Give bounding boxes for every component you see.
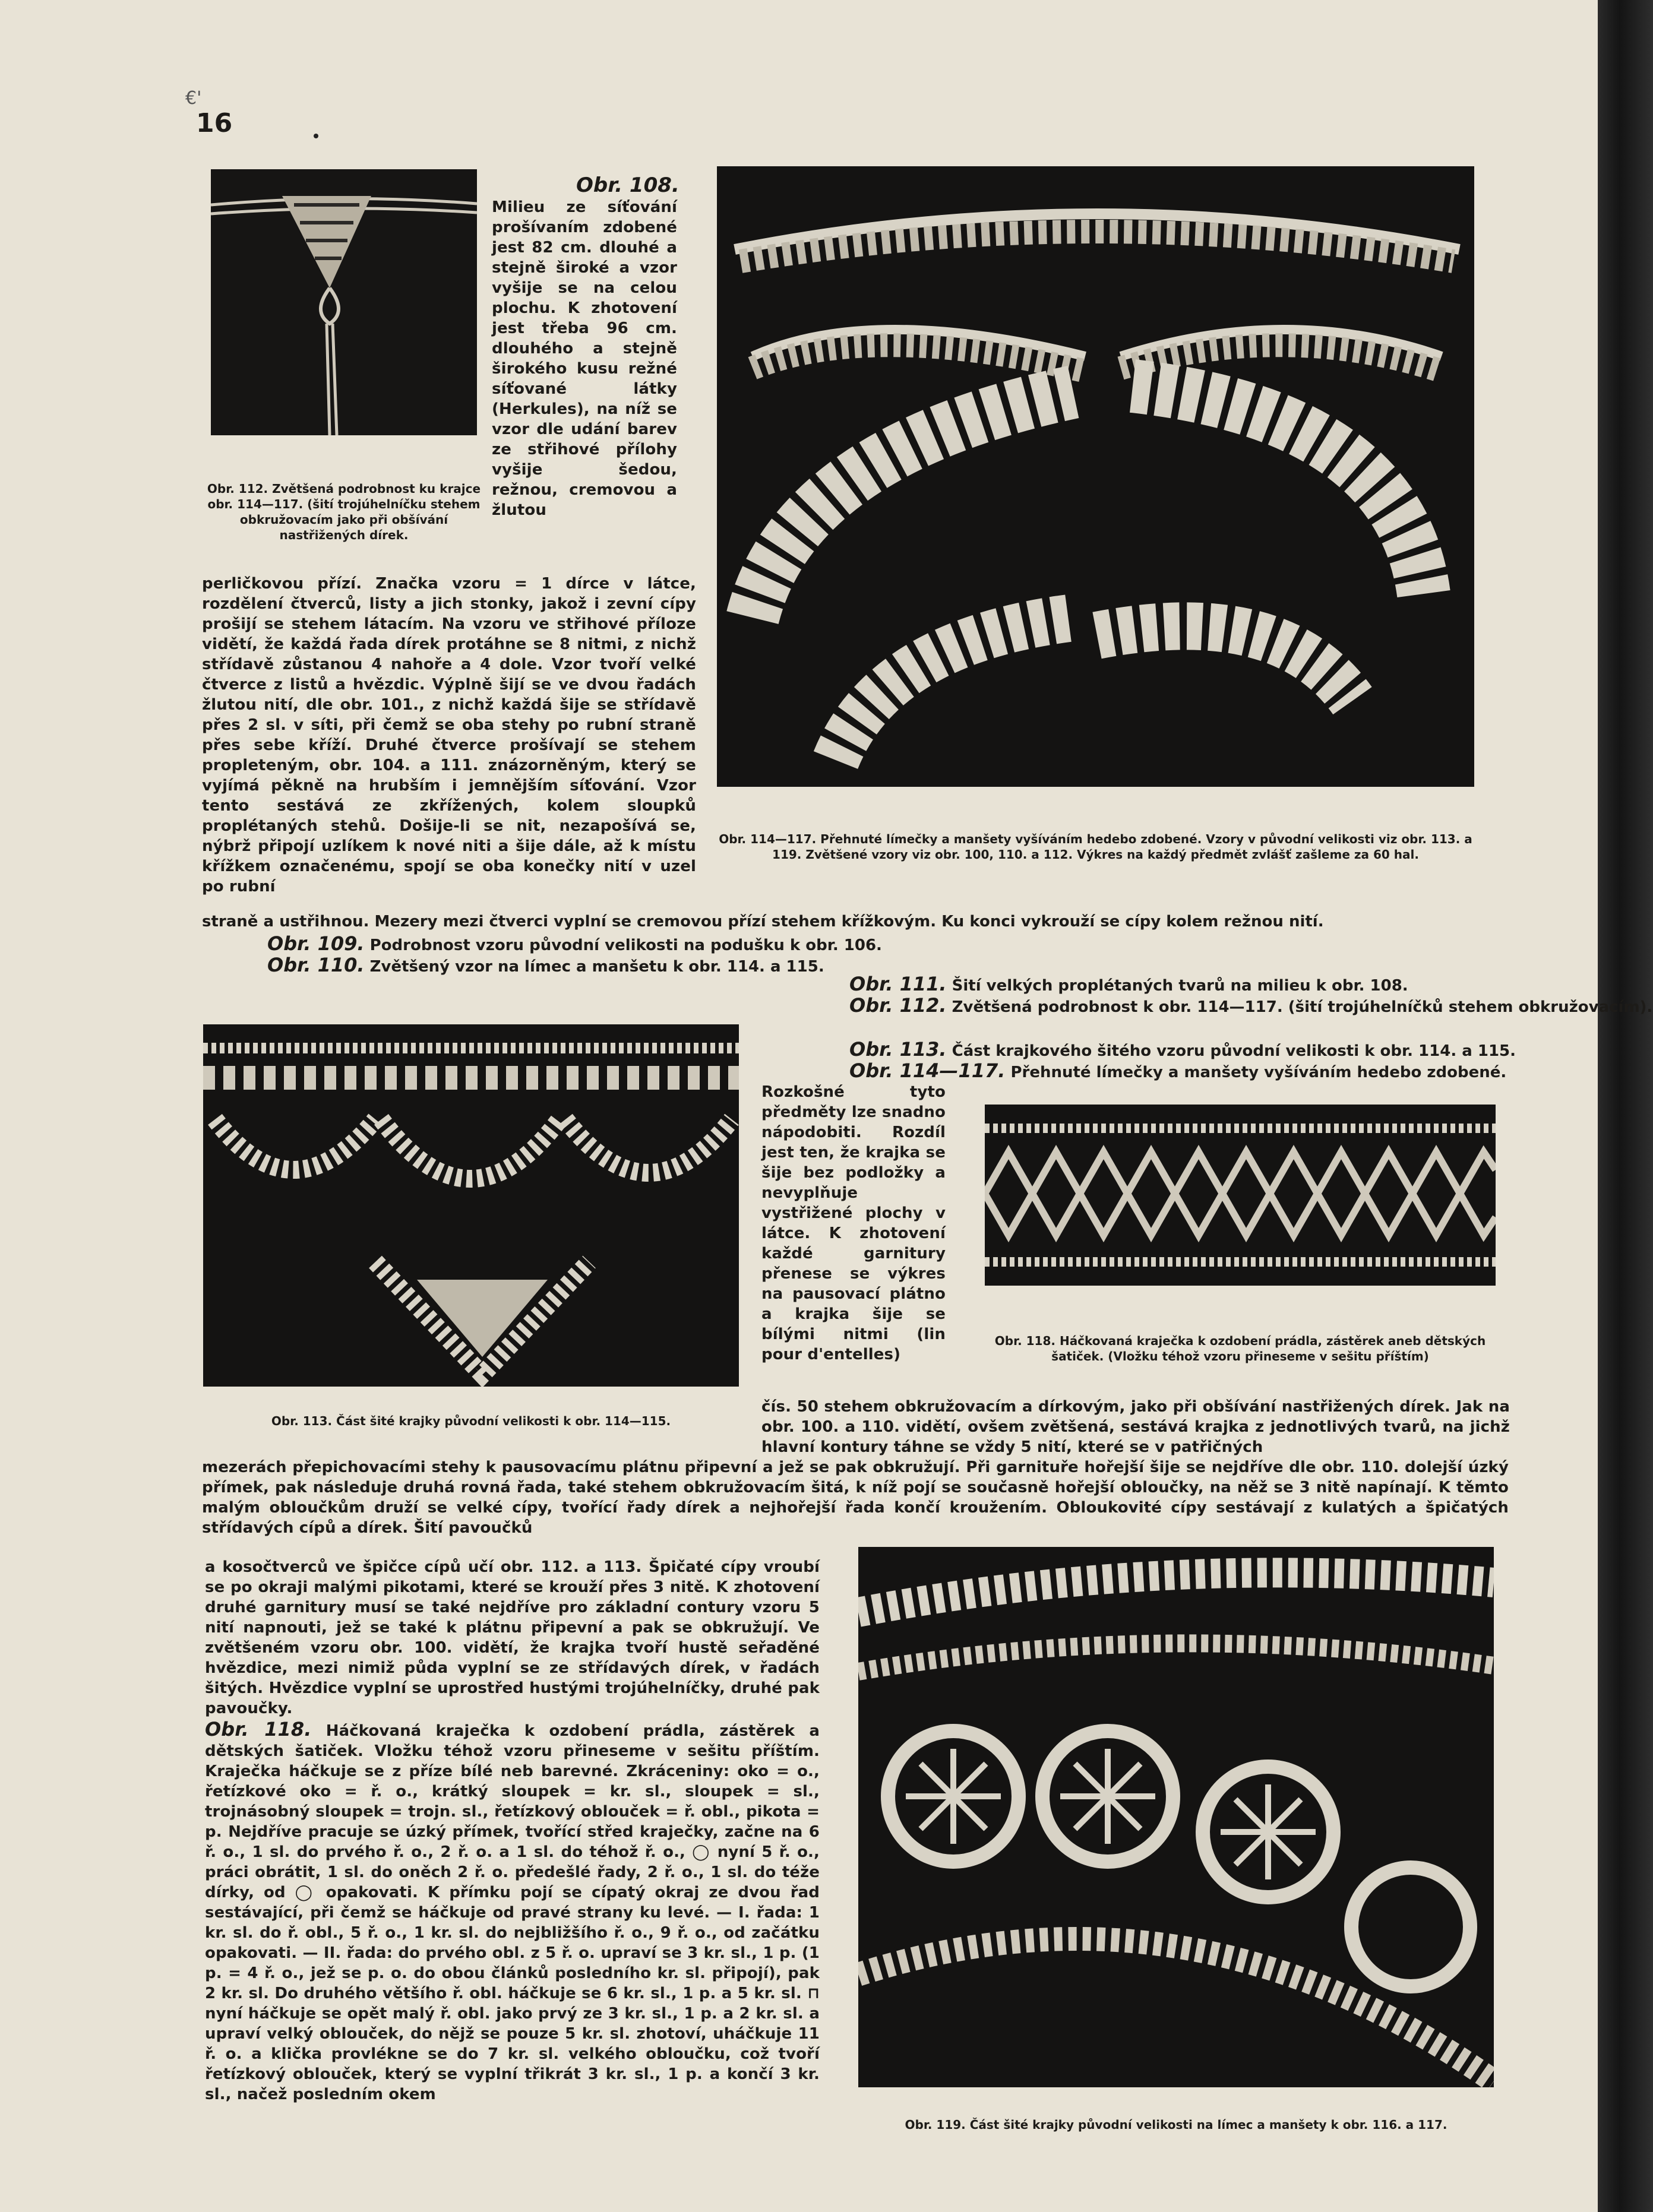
obr111-text: Šití velkých proplétaných tvarů na milieu k obr. 108. xyxy=(952,977,1408,995)
paragraph-cis50: čís. 50 stehem obkružovacím a dírkovým, jako při obšívání nastřižených dírek. Jak na obr. 100. a 110. vidětí, ovšem zvětšená, sestává krajka z jednotlivých tvarů, na jichž hlavní kontury táhne se vždy 5 nití, které se v patřičných xyxy=(761,1398,1510,1456)
obr109-line xyxy=(267,933,882,955)
obr114-text: Přehnuté límečky a manšety vyšíváním hedebo zdobené. xyxy=(1010,1064,1507,1081)
line-strane: straně a ustřihnou. Mezery mezi čtverci vyplní se cremovou přízí stehem křížkovým. Ku konci vykrouží se cípy kolem režnou nití. xyxy=(202,913,1324,931)
obr109-text: Podrobnost vzoru původní velikosti na podušku k obr. 106. xyxy=(369,936,882,954)
paragraph-kosoctverce: a kosočtverců ve špičce cípů učí obr. 112. a 113. Špičaté cípy vroubí se po okraji malými pikotami, které se krouží přes 3 nitě. K zhotovení druhé garnitury musí se také nejdříve pro základní contury vzoru 5 nití napnouti, jež se také k plátnu připevní a pak se obkružují. Ve zvětšeném vzoru obr. 100. vidětí, že krajka tvoří hustě seřaděné hvězdice, mezi nimiž půda vyplní se ze střídavých dírek, v řadách šitých. Hvězdice vyplní se uprostřed hustými trojúhelníčky, druhé pak pavoučky. xyxy=(205,1558,820,1717)
obr112-label: Obr. 112. xyxy=(849,994,947,1017)
figure-118-caption: Obr. 118. Háčkovaná kraječka k ozdobení prádla, zástěrek aneb dětských šatiček. (Vložku téhož vzoru přineseme v sešitu příštím) xyxy=(994,1334,1486,1363)
margin-mark: €' xyxy=(185,88,202,109)
figure-119-image xyxy=(858,1547,1494,2087)
obr109-label: Obr. 109. xyxy=(267,932,365,955)
obr110-line xyxy=(267,955,824,977)
obr110-text: Zvětšený vzor na límec a manšetu k obr. 114. a 115. xyxy=(369,958,824,976)
figure-114-117-image xyxy=(717,166,1474,787)
page-edge-shadow xyxy=(1598,0,1653,2212)
obr118-text: Háčkovaná kraječka k ozdobení prádla, zástěrek a dětských šatiček. Vložku téhož vzoru přineseme v sešitu příštím. Kraječka háčkuje se z příze bílé neb barevné. Zkráceniny: oko = o., řetízkové oko = ř. o., krátký sloupek = kr. sl., sloupek = sl., trojnásobný sloupek = trojn. sl., řetízkový oblouček = ř. obl., pikota = p. Nejdříve pracuje se úzký přímek, tvořící střed kraječky, začne na 6 ř. o., 1 sl. do prvého ř. o., 2 ř. o. a 1 sl. do téhož ř. o., ◯ nyní 5 ř. o., práci obrátit, 1 sl. do oněch 2 ř. o. předešlé řady, 2 ř. o., 1 sl. do téže dírky, od ◯ opakovati. K přímku pojí se cípatý okraj ze dvou řad sestávající, při čemž se háčkuje od pravé strany ku levé. — I. řada: 1 kr. sl. do ř. obl., 5 ř. o., 1 kr. sl. do nejbližšího ř. o., 9 ř. o., od začátku opakovati. — II. řada: do prvého obl. z 5 ř. o. upraví se 3 kr. sl., 1 p. (1 p. = 4 ř. o., jež se p. o. do obou článků posledního kr. sl. připojí), pak 2 kr. sl. Do druhého většího ř. obl. háčkuje se 6 kr. sl., 1 p. a 5 kr. sl. ⊓ nyní háčkuje se opět malý ř. obl. jako prvý ze 3 kr. sl., 1 p. a 2 kr. sl. a upraví velký oblouček, do nějž se pouze 5 kr. sl. zhotoví, uháčkuje 11 ř. o. a klička provlékne se do 7 kr. sl. velkého obloučku, což tvoří řetízkový oblouček, který se vyplní třikrát 3 kr. sl., 1 p. a končí 3 kr. sl., načež posledním okem xyxy=(205,1722,820,2103)
obr108-heading: Obr. 108. xyxy=(576,173,679,197)
obr113-text: Část krajkového šitého vzoru původní velikosti k obr. 114. a 115. xyxy=(952,1042,1516,1060)
decorative-dot xyxy=(314,134,318,138)
obr108-body: Milieu ze síťování prošívaním zdobené jest 82 cm. dlouhé a stejně široké a vzor vyšije se na celou plochu. K zhotovení jest třeba 96 cm. dlouhého a stejně širokého kusu režné síťované látky (Herkules), na níž se vzor dle udání barev ze střihové přílohy vyšije šedou, režnou, cremovou a žlutou xyxy=(492,198,677,519)
figure-113-image xyxy=(203,1024,739,1387)
figure-119-caption: Obr. 119. Část šité krajky původní velikosti na límec a manšety k obr. 116. a 117. xyxy=(905,2118,1447,2132)
obr114-line xyxy=(849,1061,1506,1083)
figure-118-image xyxy=(985,1105,1496,1286)
obr112-text: Zvětšená podrobnost k obr. 114—117. (šití trojúhelníčků stehem obkružovacím). xyxy=(952,998,1653,1016)
figure-113-caption: Obr. 113. Část šité krajky původní velikosti k obr. 114—115. xyxy=(271,1414,671,1428)
obr114-label: Obr. 114—117. xyxy=(849,1059,1006,1082)
paragraph-rozkosne: Rozkošné tyto předměty lze snadno nápodobiti. Rozdíl jest ten, že krajka se šije bez podložky a nevyplňuje vystřižené plochy v látce. K zhotovení každé garnitury přenese se výkres na pausovací plátno a krajka šije se bílými nitmi (lin pour d'entelles) xyxy=(761,1083,946,1363)
figure-114-117-caption: Obr. 114—117. Přehnuté límečky a manšety vyšíváním hedebo zdobené. Vzory v původní velikosti viz obr. 113. a 119. Zvětšené vzory viz obr. 100, 110. a 112. Výkres na každý předmět zvlášť zašleme za 60 hal. xyxy=(719,832,1472,862)
obr111-line xyxy=(849,974,1408,996)
obr110-label: Obr. 110. xyxy=(267,954,365,976)
obr111-label: Obr. 111. xyxy=(849,973,947,995)
main-paragraph: perličkovou přízí. Značka vzoru = 1 dírce v látce, rozdělení čtverců, listy a jich stonky, jakož i zevní cípy prošijí se stehem látacím. Na vzoru ve střihové příloze vidětí, že každá řada dírek protáhne se 8 nitmi, z nichž střídavě zůstanou 4 nahoře a 4 dole. Vzor tvoří velké čtverce z listů a hvězdic. Výplně šijí se ve dvou řadách žlutou nití, dle obr. 101., z nichž každá šije se střídavě přes 2 sl. v síti, při čemž se oba stehy po rubní straně přes sebe kříží. Druhé čtverce prošívají se stehem propleteným, obr. 104. a 111. znázorněným, který se vyjímá pěkně na hrubším i jemnějším síťování. Vzor tento sestává ze zkřížených, kolem sloupků proplétaných stehů. Došije-li se nit, nezapošívá se, nýbrž připojí uzlíkem k nové niti a šije dále, až k místu křížkem označenému, spojí se oba konečky nití v uzel po rubní xyxy=(202,575,696,895)
obr113-line xyxy=(849,1039,1516,1061)
paragraph-mezerach: mezerách přepichovacími stehy k pausovacímu plátnu připevní a jež se pak obkružují. Při garnituře hořejší šije se nejdříve dle obr. 110. dolejší úzký přímek, pak následuje druhá rovná řada, také stehem obkružovacím šitá, k níž pojí se současně hořejší obloučky, na něž se 3 nitě napínají. K těmto malým obloučkům druží se velké cípy, tvořící řady dírek a nejhořejší řada končí kroužením. Obloukovité cípy sestávají z kulatých a špičatých střídavých cípů a dírek. Šití pavoučků xyxy=(202,1458,1509,1537)
obr112-line xyxy=(849,995,1652,1017)
figure-112-image xyxy=(211,169,477,435)
obr118-label: Obr. 118. xyxy=(205,1718,312,1741)
page-number: 16 xyxy=(196,108,233,138)
figure-112-caption: Obr. 112. Zvětšená podrobnost ku krajce obr. 114—117. (šití trojúhelníčku stehem obkružovacím jako při obšívání nastřižených dírek. xyxy=(207,482,481,542)
paragraph-obr118 xyxy=(205,1719,820,2105)
obr113-label: Obr. 113. xyxy=(849,1038,947,1061)
